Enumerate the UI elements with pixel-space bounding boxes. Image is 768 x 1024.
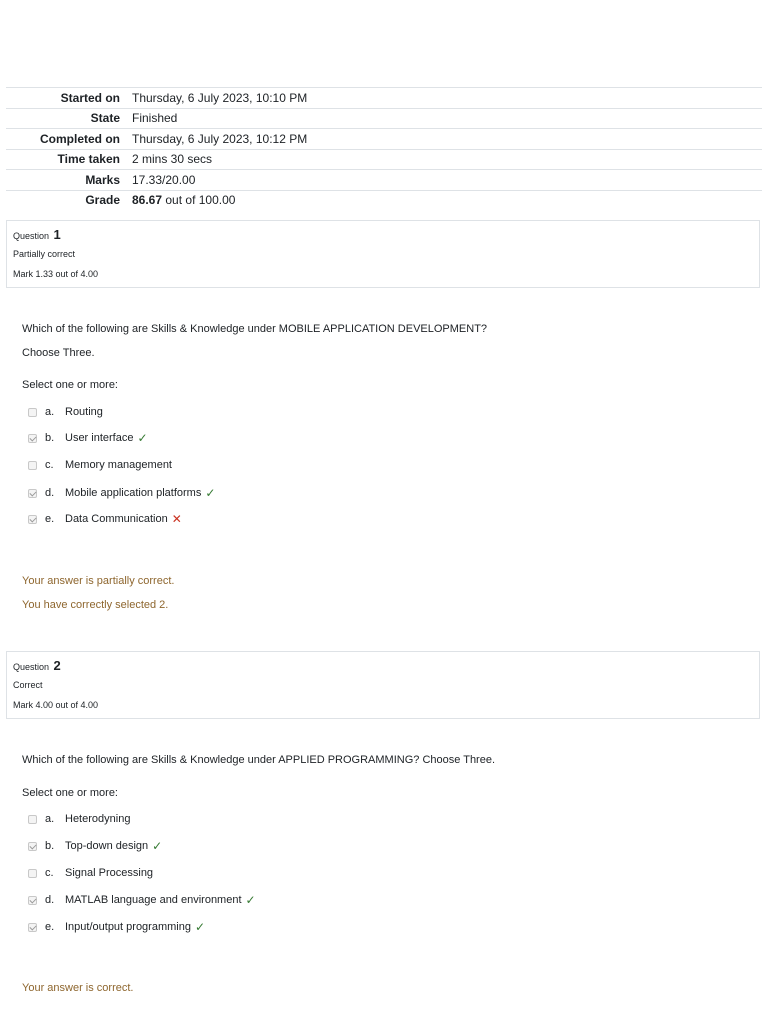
question-grade: Mark 4.00 out of 4.00	[13, 700, 99, 710]
option-checkbox[interactable]	[28, 896, 37, 905]
question-2-option-b	[28, 838, 162, 854]
summary-row-grade	[6, 190, 762, 210]
option-letter: d.	[45, 894, 55, 906]
question-number-value: 2	[53, 658, 61, 673]
summary-value: Finished	[132, 111, 178, 126]
option-text: Heterodyning	[65, 813, 131, 825]
check-icon: ✓	[137, 431, 148, 445]
question-2-feedback: Your answer is correct.	[22, 982, 134, 994]
option-letter: c.	[45, 459, 54, 471]
option-checkbox[interactable]	[28, 515, 37, 524]
question-state: Partially correct	[13, 249, 76, 259]
question-1-text: Which of the following are Skills & Knowledge under MOBILE APPLICATION DEVELOPMENT?	[22, 323, 488, 335]
option-checkbox[interactable]	[28, 461, 37, 470]
question-number-value: 1	[53, 227, 61, 242]
summary-label: Completed on	[40, 131, 120, 146]
question-1-option-c	[28, 457, 172, 473]
check-icon: ✓	[205, 486, 216, 500]
option-text: Mobile application platforms	[65, 487, 202, 499]
grade-score: 86.67	[132, 193, 163, 208]
option-text: Signal Processing	[65, 867, 154, 879]
check-icon: ✓	[245, 893, 256, 907]
option-checkbox[interactable]	[28, 434, 37, 443]
question-2-prompt: Select one or more:	[22, 787, 118, 799]
option-text: Routing	[65, 406, 103, 418]
option-letter: c.	[45, 867, 54, 879]
summary-value	[126, 190, 762, 210]
option-letter: b.	[45, 432, 55, 444]
summary-label: State	[90, 111, 120, 126]
question-2-option-d	[28, 892, 256, 908]
question-1-option-d	[28, 485, 215, 501]
option-text: MATLAB language and environment	[65, 894, 242, 906]
option-letter: b.	[45, 840, 55, 852]
option-checkbox[interactable]	[28, 408, 37, 417]
question-2-info	[6, 651, 760, 719]
option-checkbox[interactable]	[28, 489, 37, 498]
summary-row-marks	[6, 170, 762, 191]
summary-value: 2 mins 30 secs	[132, 152, 213, 167]
check-icon: ✓	[152, 839, 163, 853]
question-2-option-c	[28, 865, 153, 881]
option-checkbox[interactable]	[28, 869, 37, 878]
question-1-feedback: Your answer is partially correct.	[22, 575, 175, 587]
grade-total: out of 100.00	[165, 193, 236, 208]
summary-label: Marks	[85, 172, 120, 187]
question-2-option-e	[28, 919, 205, 935]
attempt-summary-table	[6, 87, 762, 210]
option-text: Top-down design	[65, 840, 149, 852]
option-letter: a.	[45, 406, 55, 418]
option-checkbox[interactable]	[28, 842, 37, 851]
summary-label: Time taken	[57, 152, 120, 167]
question-1-option-e	[28, 511, 182, 527]
summary-value: 17.33/20.00	[132, 172, 196, 187]
question-1-feedback-count: You have correctly selected 2.	[22, 599, 169, 611]
summary-row-time-taken	[6, 149, 762, 170]
question-1-info	[6, 220, 760, 288]
summary-row-started	[6, 88, 762, 109]
cross-icon: ✕	[171, 512, 182, 526]
question-2-text: Which of the following are Skills & Knowledge under APPLIED PROGRAMMING? Choose Three.	[22, 754, 496, 766]
question-label: Question	[13, 662, 50, 672]
question-number	[13, 658, 61, 673]
option-text: Input/output programming	[65, 921, 191, 933]
summary-value: Thursday, 6 July 2023, 10:10 PM	[132, 90, 308, 105]
option-letter: e.	[45, 513, 55, 525]
question-1-prompt: Select one or more:	[22, 379, 118, 391]
check-icon: ✓	[194, 920, 206, 934]
summary-row-state	[6, 108, 762, 129]
question-state: Correct	[13, 680, 43, 690]
option-letter: d.	[45, 487, 55, 499]
summary-label: Started on	[60, 90, 120, 105]
option-text: User interface	[65, 432, 134, 444]
option-checkbox[interactable]	[28, 815, 37, 824]
question-1-option-b	[28, 430, 148, 446]
question-number	[13, 227, 61, 242]
question-2-option-a	[28, 811, 130, 827]
summary-row-completed	[6, 129, 762, 150]
option-text: Memory management	[65, 459, 172, 471]
question-label: Question	[13, 231, 50, 241]
option-text: Data Communication	[65, 513, 168, 525]
question-1-text-cont: Choose Three.	[22, 347, 95, 359]
question-grade: Mark 1.33 out of 4.00	[13, 269, 99, 279]
summary-label: Grade	[85, 193, 120, 208]
option-checkbox[interactable]	[28, 923, 37, 932]
summary-value: Thursday, 6 July 2023, 10:12 PM	[132, 131, 308, 146]
option-letter: a.	[45, 813, 55, 825]
question-1-option-a	[28, 404, 103, 420]
option-letter: e.	[45, 921, 55, 933]
